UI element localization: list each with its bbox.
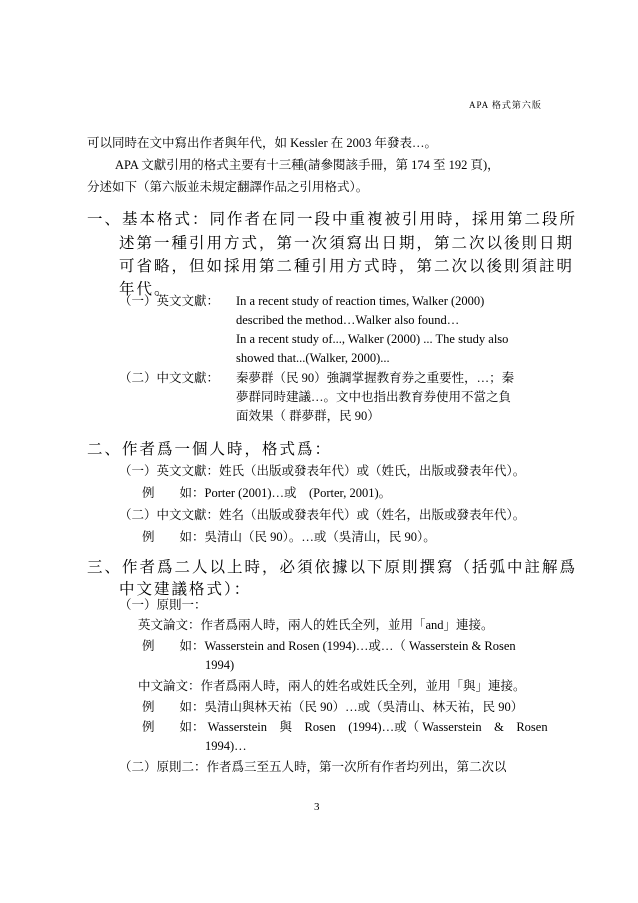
section3-english-example-line-1: 例 如：Wasserstein and Rosen (1994)…或…（ Wasserstein & Rosen <box>142 639 516 653</box>
section3-english-example-b-line-1: 例 如： Wasserstein 與 Rosen (1994)…或（ Wasserstein & Rosen <box>142 720 548 734</box>
section1-english-label: （一）英文文獻： <box>119 294 220 308</box>
section3-english-example-b-line-2: 1994)… <box>205 739 247 753</box>
section3-heading-line-1: 三、作者爲二人以上時，必須依據以下原則撰寫（括弧中註解爲 <box>87 559 578 576</box>
section1-chinese-example-3: 面效果（ 群夢群，民 90） <box>236 409 380 423</box>
section1-english-example-2a: In a recent study of..., Walker (2000) ... The study also <box>236 332 509 346</box>
section2-english-example: 例 如：Porter (2001)…或 (Porter, 2001)。 <box>142 486 392 500</box>
section1-chinese-label: （二）中文文獻： <box>119 371 220 385</box>
section2-english-format: （一）英文文獻：姓氏（出版或發表年代）或（姓氏，出版或發表年代）。 <box>119 464 526 478</box>
section1-english-example-2b: showed that...(Walker, 2000)... <box>236 351 390 365</box>
section1-chinese-example-1: 秦夢群（民 90）強調掌握教育券之重要性，…；秦 <box>236 371 515 385</box>
section2-chinese-format: （二）中文文獻：姓名（出版或發表年代）或（姓名，出版或發表年代）。 <box>119 508 526 522</box>
section1-heading-line-1: 一、基本格式：同作者在同一段中重複被引用時，採用第二段所 <box>87 211 578 228</box>
section1-heading-line-4: 年代。 <box>119 281 172 298</box>
intro-line-1: 可以同時在文中寫出作者與年代，如 Kessler 在 2003 年發表…。 <box>87 136 437 150</box>
section3-rule1-label: （一）原則一： <box>119 598 207 612</box>
running-header: APA 格式第六版 <box>469 100 542 110</box>
section3-chinese-paper-rule: 中文論文：作者爲兩人時，兩人的姓名或姓氏全列，並用「與」連接。 <box>138 679 526 693</box>
section1-heading-line-2: 述第一種引用方式，第一次須寫出日期，第二次以後則日期 <box>119 235 575 252</box>
section1-chinese-example-2: 夢群同時建議…。文中也指出教育券使用不當之負 <box>236 390 512 404</box>
section3-english-example-line-2: 1994) <box>205 658 235 672</box>
section3-heading-line-2: 中文建議格式）： <box>119 581 252 598</box>
section3-chinese-example: 例 如：吳清山與林天祐（民 90）…或（吳清山、林天祐，民 90） <box>142 700 524 714</box>
intro-line-3: 分述如下（第六版並未規定翻譯作品之引用格式）。 <box>87 180 369 194</box>
section1-english-example-1a: In a recent study of reaction times, Walker (2000) <box>236 294 485 308</box>
section3-english-paper-rule: 英文論文：作者爲兩人時，兩人的姓氏全列，並用「and」連接。 <box>138 618 494 632</box>
section3-rule2-line: （二）原則二：作者爲三至五人時，第一次所有作者均列出，第二次以 <box>119 760 507 774</box>
section1-english-example-1b: described the method…Walker also found… <box>236 313 460 327</box>
section2-chinese-example: 例 如：吳清山（民 90）。…或（吳清山，民 90）。 <box>142 530 436 544</box>
page-number: 3 <box>314 801 320 813</box>
intro-line-2: APA 文獻引用的格式主要有十三種(請參閱該手冊，第 174 至 192 頁)， <box>115 158 500 172</box>
section2-heading: 二、作者爲一個人時，格式爲： <box>87 441 333 458</box>
section1-heading-line-3: 可省略，但如採用第二種引用方式時，第二次以後則須註明 <box>119 258 575 275</box>
